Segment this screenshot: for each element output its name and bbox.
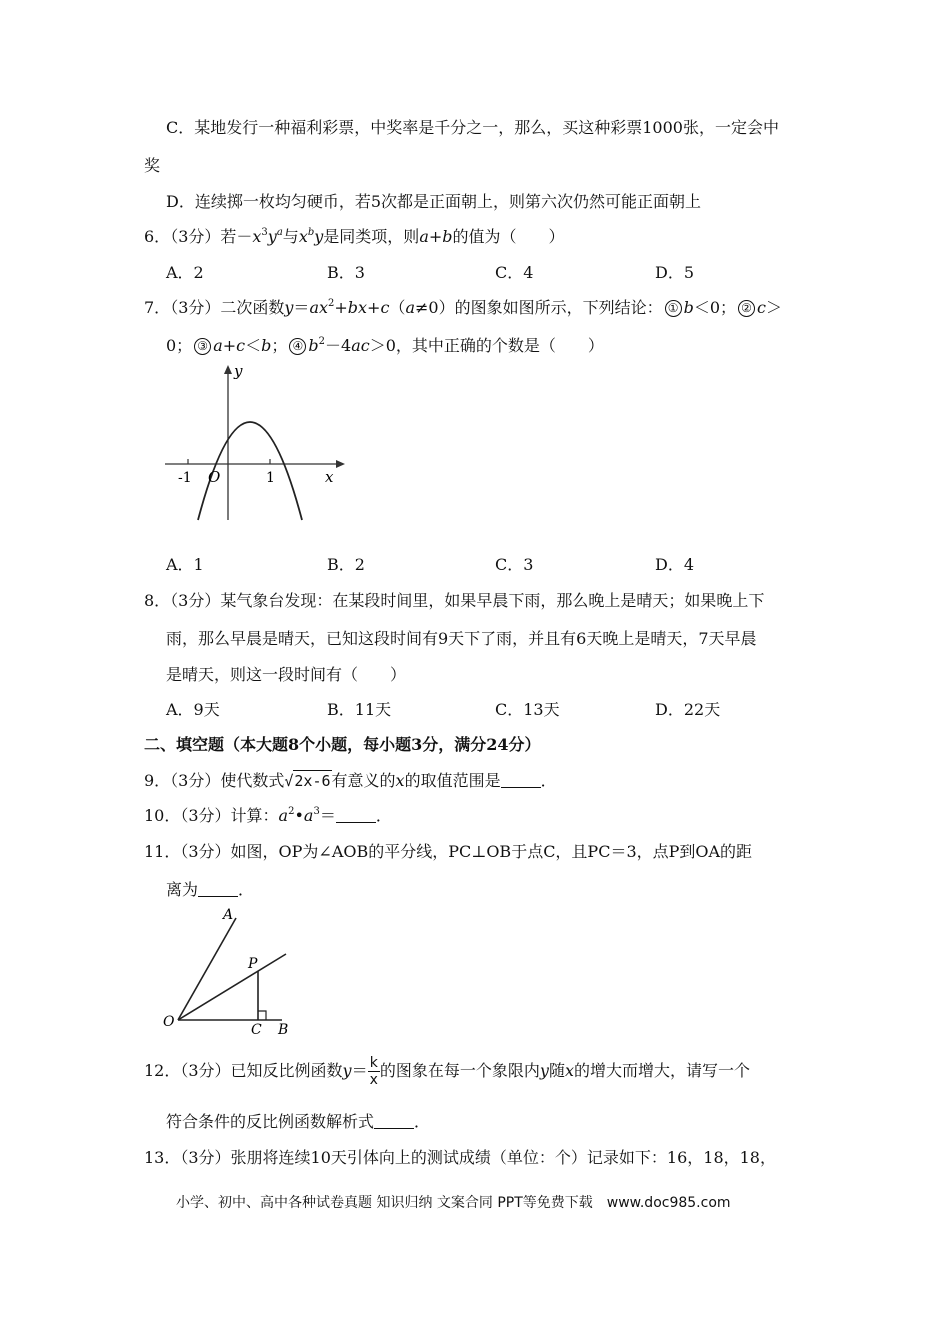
right-angle-mark [258,1011,266,1020]
q8-stem-line1: 8．（3分）某气象台发现：在某段时间里，如果早晨下雨，那么晚上是晴天；如果晚上下 [144,591,765,610]
origin-label: O [208,468,221,486]
label-o: O [163,1014,175,1030]
ray-op [178,954,286,1020]
q7-parabola-graph [160,362,350,524]
label-p: P [248,956,258,972]
x-axis-arrow [336,460,345,468]
q7-option-d: D．4 [655,555,695,574]
q9-stem: 9．（3分）使代数式√2x-6有意义的x的取值范围是 ． [144,771,557,790]
q8-option-b: B．11天 [327,700,392,719]
answer-blank [374,1114,414,1129]
q13-stem-line1: 13．（3分）张朋将连续10天引体向上的测试成绩（单位：个）记录如下：16，18，18， [144,1148,776,1167]
q6-stem: 6．（3分）若$-x^3y^a$与$x^by$是同类项，则a+b的值为（ ） [144,226,565,246]
section-title-fill-in: 二、填空题（本大题8个小题，每小题3分，满分24分） [144,735,541,754]
q8-option-a: A．9天 [166,700,220,719]
q6-option-a: A．2 [166,263,204,282]
q11-angle-bisector-figure [158,904,298,1034]
q5-option-c-line2: 奖 [144,156,161,175]
q11-stem-line2: 离为 ． [166,880,255,899]
answer-blank [198,882,238,897]
sqrt-expression: √2x-6 [284,772,331,790]
answer-blank [336,808,376,823]
y-axis-arrow [224,365,232,374]
q7-option-b: B．2 [327,555,365,574]
q8-stem-line3: 是晴天，则这一段时间有（ ） [166,665,407,684]
q5-option-c-line1: C．某地发行一种福利彩票，中奖率是千分之一，那么，买这种彩票1000张，一定会中 [166,118,779,137]
q6-option-c: C．4 [495,263,534,282]
q8-stem-line2: 雨，那么早晨是晴天，已知这段时间有9天下了雨，并且有6天晚上是晴天，7天早晨 [166,629,757,648]
q7-stem-line1: 7．（3分）二次函数$y=ax^2+bx+c(a\ne 0)$的图象如图所示，下列结论： ① b＜0； ② c＞ [144,297,783,317]
ray-oa [178,918,236,1020]
q12-stem-line1: 12．（3分）已知反比例函数y＝ $\frac{k}{x}$ 的图象在每一个象限内y随x的增大而增大，请写一个 [144,1055,751,1088]
q7-stem-line2: 0； ③ a+c＜b； ④ $b^2-4ac>0$，其中正确的个数是（ ） [166,335,604,355]
tick-neg1: -1 [178,470,192,486]
fraction-k-over-x: $\frac{k}{x}$ [369,1055,378,1088]
q6-option-d: D．5 [655,263,695,282]
q11-stem-line1: 11．（3分）如图，OP为∠AOB的平分线，PC⊥OB于点C，且PC＝3，点P到OA的距 [144,842,753,861]
q12-stem-line2: 符合条件的反比例函数解析式 ． [166,1112,431,1131]
x-label: x [325,468,334,486]
q5-option-d: D．连续掷一枚均匀硬币，若5次都是正面朝上，则第六次仍然可能正面朝上 [166,192,702,211]
q10-stem: 10．（3分）计算：$a^2•a^3=$ ． [144,805,392,825]
label-c: C [251,1022,262,1034]
q8-option-d: D．22天 [655,700,721,719]
y-label: y [234,362,243,380]
q7-option-c: C．3 [495,555,534,574]
label-b: B [278,1022,289,1034]
q8-option-c: C．13天 [495,700,560,719]
q6-option-b: B．3 [327,263,365,282]
footer-text: 小学、初中、高中各种试卷真题 知识归纳 文案合同 PPT等免费下载 www.doc985.com [176,1195,731,1211]
q7-option-a: A．1 [166,555,204,574]
tick-1: 1 [266,470,275,486]
answer-blank [501,773,541,788]
label-a: A [223,907,234,923]
